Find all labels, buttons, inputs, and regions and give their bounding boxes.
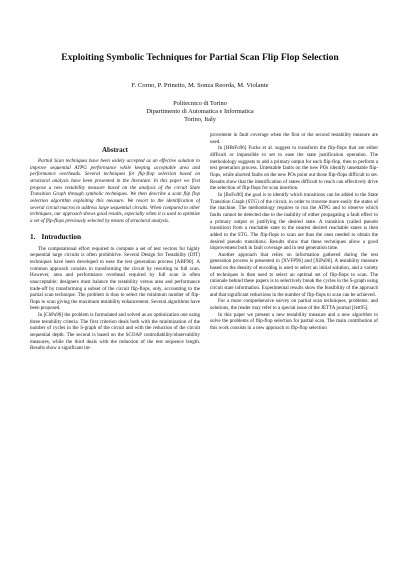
body-paragraph: In [HBtFo96] Fucks et al. suggest to transform the flip-flops that are either difficult or impossible to set to ease the state justification operation. The methodology suggests to add a primary output for each flip-flop, then to perform a test generation process. Untestable faults on the new POs identify unsettable flip-flops, while aborted faults on the new POs point out those flip-flops difficult to set. Results show that the identification of states difficult to reach can effectively drive the selection of flip-flops for scan insertion. xyxy=(210,145,378,192)
section-title: Introduction xyxy=(41,231,82,241)
body-paragraph: In [BoFu96] the goal is to identify which transitions can be added to the State Transition Graph (STG) of the circuit, in order to traverse more easily the states of the machine. The methodology requires to run the ATPG and to observe which faults cannot be detected due to the inability of either propagating a fault effect to a primary output or justifying the desired state. A transition (called pseudo transition) from a reachable state to the nearest desired reachable states is then added to the STG. The flip-flops to scan are thus the ones needed to obtain the desired pseudo transitions. Results show that these techniques allow a good improvement both in fault coverage and in test generation time. xyxy=(210,191,378,252)
paper-title: Exploiting Symbolic Techniques for Partial Scan Flip Flop Selection xyxy=(61,52,339,63)
abstract-heading: Abstract xyxy=(101,146,129,154)
affiliation-line: Dipartimento di Automatica e Informatica xyxy=(146,108,254,115)
left-column xyxy=(30,146,200,550)
body-paragraph: Another approach that relies on information gathered during the test generation process is presented in [XVFP96] and [XiPa96]. A testability measure based on the density of encoding is used to select an initial solution, and a variety of techniques is then used to select an optimal set of flip-flops to scan. The rationale behind these papers is to selectively break the cycles in the S-graph using circuit state information. Experimental results show the feasibility of the approach and that significant reductions in the number of flip-flops to scan can be achieved. xyxy=(210,251,378,298)
body-paragraph: In [ChPa90] the problem is formulated and solved as an optimization one using three testability criteria. The first criterion deals both with the minimization of the number of cycles in the S-graph of the circuit and with the reduction of the circuit sequential depth. The second is based on the SCOAP controllability/observability measures, while the third deals with the reduction of the test sequence length. Results show a significant im- xyxy=(30,312,200,352)
section-heading xyxy=(30,232,200,241)
right-column xyxy=(210,132,378,550)
body-paragraph: For a more comprehensive survey on partial scan techniques, problems, and solutions, the reader may refer to a special issue of the JETTA journal [Jett95]. xyxy=(210,298,378,312)
paper-authors: F. Corno, P. Prinetto, M. Sonza Reorda, M. Violante xyxy=(131,82,269,89)
affiliation-line: Torino, Italy xyxy=(184,116,216,123)
body-paragraph: The computational effort required to compute a set of test vectors for highly sequential large circuits is often prohibitive. Several Design for Testability (DfT) techniques have been developed to ease the test generation process [ABF90]. A common approach consists in transforming the circuit by resorting to full scan. However, area and performance overhead required by full scan is often unacceptable; designers must balance the testability versus area and performance trade-off by transforming a subset of the circuit flip-flops, only, accounting to the partial scan technique. The problem is thus to select the minimum number of flip-flops to scan giving the maximum testability enhancement. Several algorithms have been proposed. xyxy=(30,245,200,312)
section-number: 1. xyxy=(30,231,36,241)
affiliation-block xyxy=(20,100,380,124)
body-paragraph: provement in fault coverage when the first or the second testability measure are used. xyxy=(210,132,378,145)
body-paragraph: In this paper we present a new testability measure and a new algorithm to solve the problems of flip-flop selection for partial scan. The main contribution of this work consists in a new approach to flip-flop selection xyxy=(210,311,378,332)
abstract-text: Partial Scan techniques have been widely accepted as an effective solution to improve sequential ATPG performance while keeping acceptable area and performance overheads. Several techniques for flip-flop selection based on structural analysis have been presented in the literature. In this paper we first propose a new testability measure based on the analysis of the circuit State Transition Graph through symbolic techniques. We then describe a scan flip flop selection algorithm exploiting this measure. We resort to the identification of several circuit macros to address large sequential circuits. When compared to other techniques, our approach shows good results, especially when it is used to optimize a set of flip-flops previously selected by means of structural analysis. xyxy=(30,158,200,224)
affiliation-line: Politecnico di Torino xyxy=(173,100,227,107)
